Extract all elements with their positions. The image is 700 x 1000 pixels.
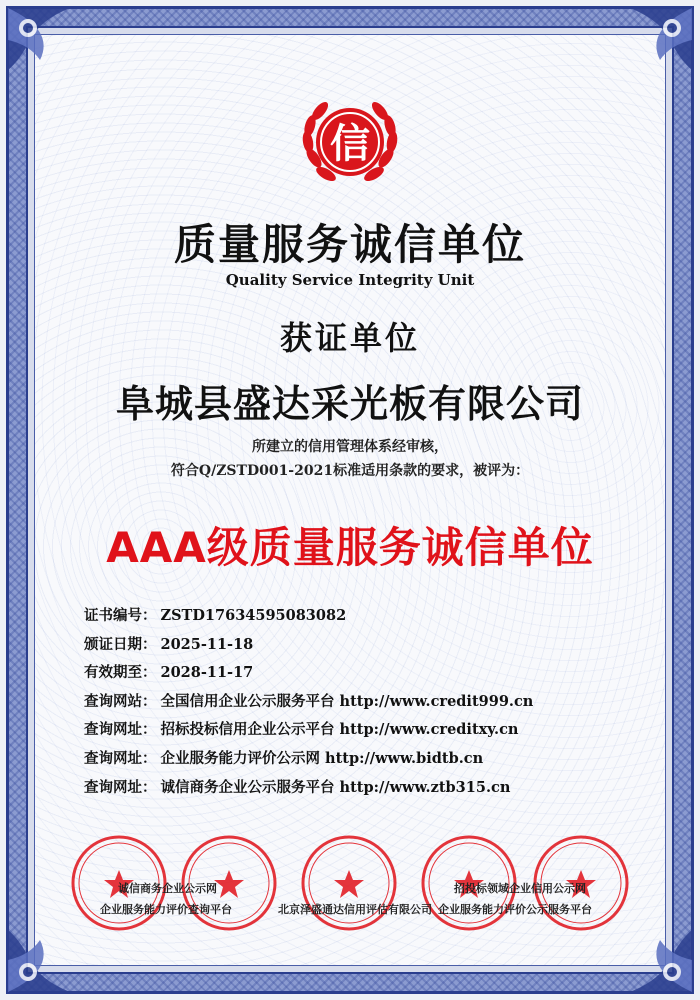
detail-key: 查询网址： xyxy=(84,778,157,796)
rating-title: AAA级质量服务诚信单位 xyxy=(106,523,594,572)
seal-caption: 企业服务能力评价公示服务平台 xyxy=(438,903,592,916)
detail-value: 2025-11-18 xyxy=(160,635,254,653)
detail-key: 查询网址： xyxy=(84,721,157,739)
detail-issue-date xyxy=(84,633,644,662)
detail-key: 有效期至： xyxy=(84,664,157,682)
seal-caption: 诚信商务企业公示网 xyxy=(118,882,217,895)
company-name: 阜城县盛达采光板有限公司 xyxy=(115,381,584,426)
detail-value: 企业服务能力评价公示网 http://www.bidtb.cn xyxy=(160,749,484,767)
detail-query-site xyxy=(84,718,644,747)
awarded-unit-label: 获证单位 xyxy=(279,319,420,357)
certificate-title-english: Quality Service Integrity Unit xyxy=(225,271,475,289)
certificate-title: 质量服务诚信单位 xyxy=(173,220,526,269)
detail-value: 2028-11-17 xyxy=(160,664,254,682)
detail-key: 颁证日期： xyxy=(84,635,157,653)
corner-ornament-icon xyxy=(0,0,110,110)
certificate-details xyxy=(84,604,644,804)
corner-ornament-icon xyxy=(590,0,700,110)
detail-value: 诚信商务企业公示服务平台 http://www.ztb315.cn xyxy=(160,778,511,796)
detail-key: 证书编号： xyxy=(84,607,157,624)
detail-value: 招标投标信用企业公示平台 http://www.creditxy.cn xyxy=(160,721,519,739)
detail-certificate-number xyxy=(84,604,644,633)
seal-caption: 企业服务能力评价查询平台 xyxy=(100,903,232,916)
seal-caption: 北京泽盛通达信用评估有限公司 xyxy=(278,903,432,916)
integrity-emblem-icon xyxy=(292,86,408,202)
detail-value: ZSTD17634595083082 xyxy=(160,607,347,624)
seal-caption: 招投标领域企业信用公示网 xyxy=(454,882,586,895)
detail-valid-until xyxy=(84,661,644,690)
seal-stamp-icon xyxy=(298,832,400,934)
statement-line: 符合Q/ZSTD001-2021标准适用条款的要求，被评为： xyxy=(170,463,530,479)
detail-key: 查询网址： xyxy=(84,749,157,767)
statement-line: 所建立的信用管理体系经审核， xyxy=(252,439,448,455)
detail-value: 全国信用企业公示服务平台 http://www.credit999.cn xyxy=(160,692,534,710)
detail-query-site xyxy=(84,747,644,776)
emblem-glyph: 信 xyxy=(330,121,370,167)
detail-query-site xyxy=(84,776,644,805)
detail-key: 查询网站： xyxy=(84,692,157,710)
detail-query-site xyxy=(84,690,644,719)
